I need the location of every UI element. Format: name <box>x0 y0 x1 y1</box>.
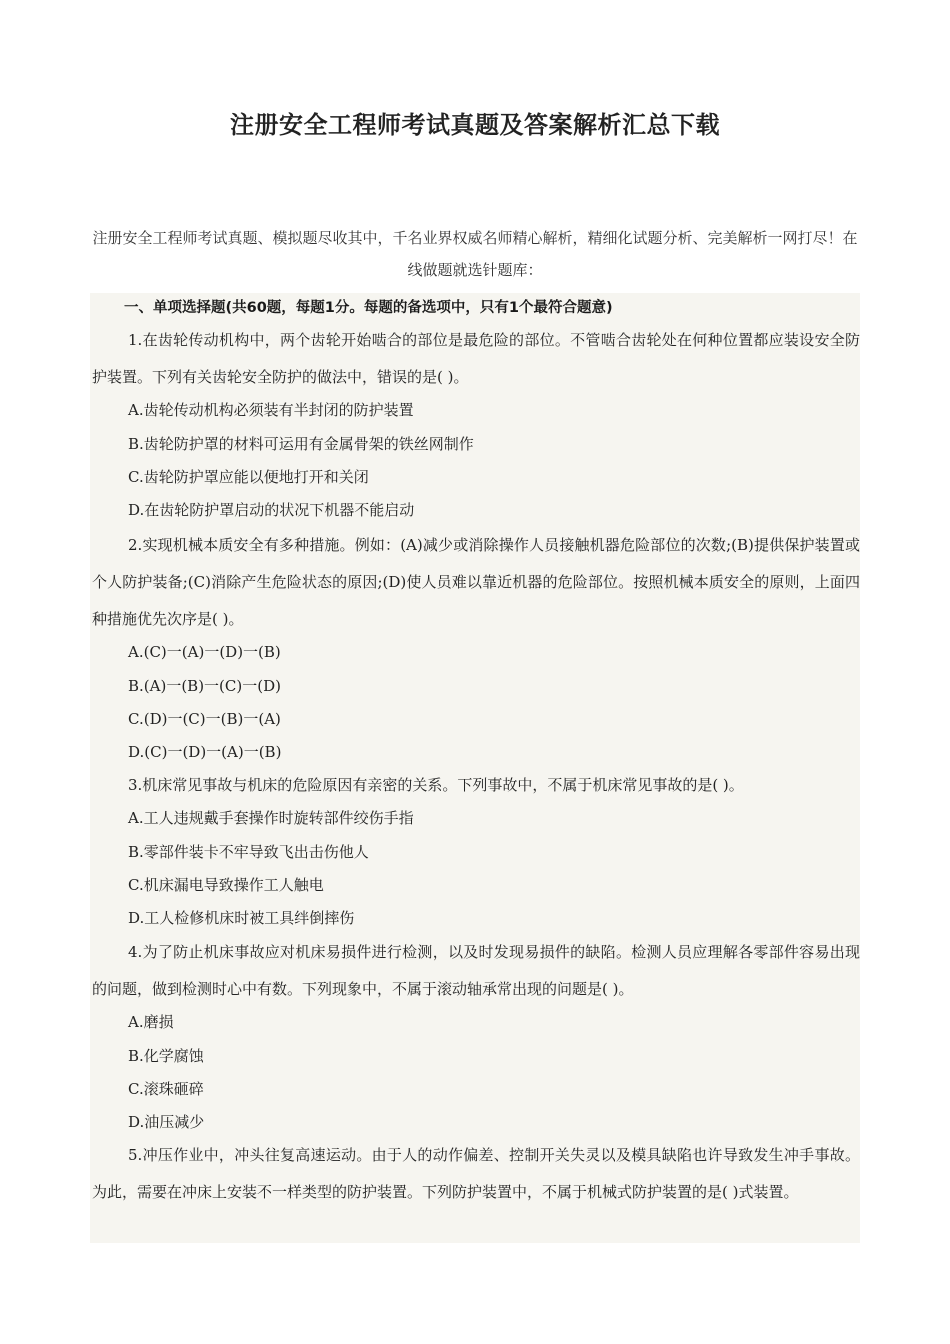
intro-paragraph: 注册安全工程师考试真题、模拟题尽收其中，千名业界权威名师精心解析，精细化试题分析、完美解析一网打尽！在线做题就选针题库： <box>92 229 858 279</box>
question-1-option-b: B.齿轮防护罩的材料可运用有金属骨架的铁丝网制作 <box>128 435 474 453</box>
section-heading: 一、单项选择题(共60题，每题1分。每题的备选项中，只有1个最符合题意) <box>124 300 613 316</box>
question-1-option-a: A.齿轮传动机构必须装有半封闭的防护装置 <box>128 401 414 419</box>
question-2-option-d: D.(C)一(D)一(A)一(B) <box>128 743 282 761</box>
question-2-option-b: B.(A)一(B)一(C)一(D) <box>128 677 281 695</box>
page-title: 注册安全工程师考试真题及答案解析汇总下载 <box>230 111 720 139</box>
question-5-stem: 5.冲压作业中，冲头往复高速运动。由于人的动作偏差、控制开关失灵以及模具缺陷也许导致发生冲手事故。为此，需要在冲床上安装不一样类型的防护装置。下列防护装置中，不属于机械式防护装置的是( )式装置。 <box>92 1146 860 1201</box>
question-3-option-d: D.工人检修机床时被工具绊倒摔伤 <box>128 909 355 927</box>
question-2-stem: 2.实现机械本质安全有多种措施。例如：(A)减少或消除操作人员接触机器危险部位的次数;(B)提供保护装置或个人防护装备;(C)消除产生危险状态的原因;(D)使人员难以靠近机器的危险部位。按照机械本质安全的原则，上面四种措施优先次序是( )。 <box>92 536 860 628</box>
question-3-stem: 3.机床常见事故与机床的危险原因有亲密的关系。下列事故中，不属于机床常见事故的是( )。 <box>128 776 744 794</box>
question-2-option-a: A.(C)一(A)一(D)一(B) <box>128 643 281 661</box>
question-3-option-c: C.机床漏电导致操作工人触电 <box>128 876 324 894</box>
question-1-stem: 1.在齿轮传动机构中，两个齿轮开始啮合的部位是最危险的部位。不管啮合齿轮处在何种位置都应装设安全防护装置。下列有关齿轮安全防护的做法中，错误的是( )。 <box>92 331 860 386</box>
question-4-option-b: B.化学腐蚀 <box>128 1047 204 1065</box>
question-4-option-a: A.磨损 <box>128 1013 174 1031</box>
question-4-stem: 4.为了防止机床事故应对机床易损件进行检测，以及时发现易损件的缺陷。检测人员应理解各零部件容易出现的问题，做到检测时心中有数。下列现象中，不属于滚动轴承常出现的问题是( )。 <box>92 943 860 998</box>
question-4-option-d: D.油压减少 <box>128 1113 205 1131</box>
question-1-option-d: D.在齿轮防护罩启动的状况下机器不能启动 <box>128 501 415 519</box>
question-3-option-a: A.工人违规戴手套操作时旋转部件绞伤手指 <box>128 809 414 827</box>
question-2-option-c: C.(D)一(C)一(B)一(A) <box>128 710 281 728</box>
question-3-option-b: B.零部件装卡不牢导致飞出击伤他人 <box>128 843 369 861</box>
question-1-option-c: C.齿轮防护罩应能以便地打开和关闭 <box>128 468 369 486</box>
question-4-option-c: C.滚珠砸碎 <box>128 1080 204 1098</box>
